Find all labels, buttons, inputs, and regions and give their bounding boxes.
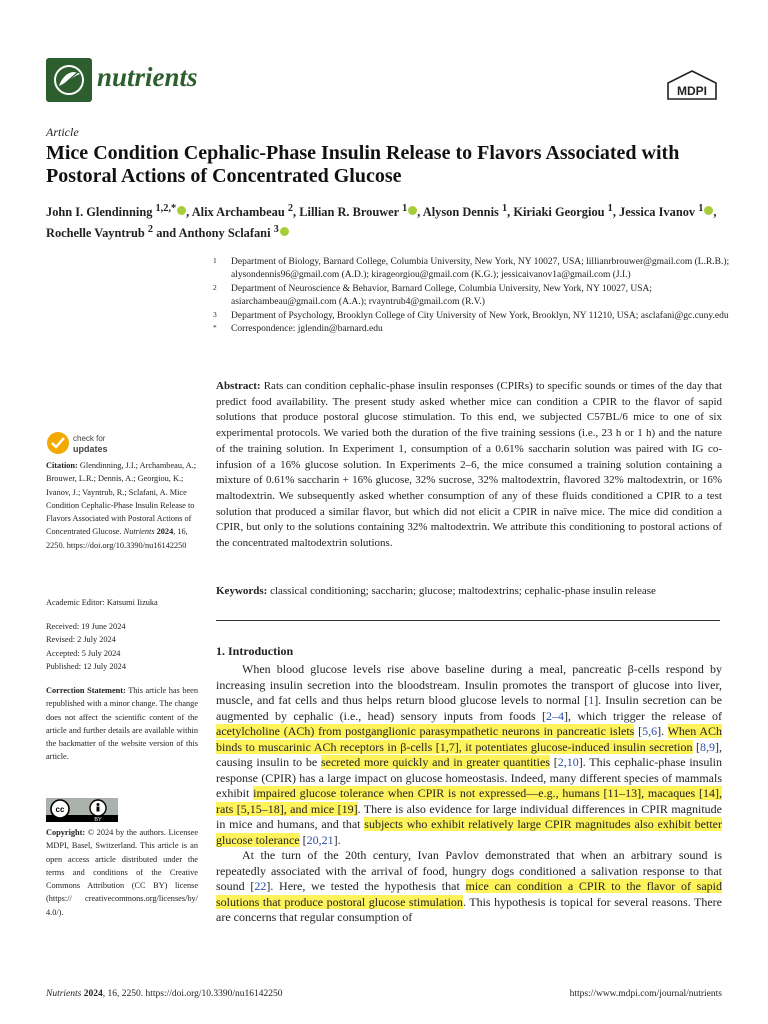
revised-date: Revised: 2 July 2024 (46, 635, 116, 645)
abstract-label: Abstract: (216, 380, 261, 392)
author-affil-sup: 1 (501, 203, 508, 214)
keywords-label: Keywords: (216, 585, 268, 597)
author-name: Rochelle Vayntrub (46, 226, 145, 241)
orcid-icon[interactable] (177, 206, 186, 215)
citation-label: Citation: (46, 461, 78, 470)
highlight: subjects who exhibit relatively large CPIR magnitudes also exhibit better glucose tolerance (216, 817, 722, 847)
highlight: mice can condition a CPIR to the flavor of sapid solutions that produce postoral glucose stimulation (216, 879, 723, 909)
copyright-text: © 2024 by the authors. Licensee MDPI, Basel, Switzerland. This article is an open access article distributed under the terms and conditions of the Creative Commons Attribution (CC BY) license (https:// creativecommons.org/licenses/by/ 4.0/). (46, 828, 199, 917)
copyright-label: Copyright: (46, 828, 86, 837)
author-name: Alyson Dennis (422, 205, 499, 220)
author-affil-sup: 3 (273, 224, 279, 236)
citation-journal: Nutrients (123, 527, 155, 537)
affiliations (213, 256, 733, 336)
article-title: Mice Condition Cephalic-Phase Insulin Release to Flavors Associated with Postoral Actions of Concentrated Glucose (46, 142, 680, 187)
author-name: Jessica Ivanov (619, 205, 696, 220)
citation-year: 2024 (156, 527, 174, 537)
published-date: Published: 12 July 2024 (46, 661, 126, 671)
author-affil-sup: 1 (402, 203, 408, 214)
footer-year: 2024 (83, 989, 103, 999)
footer-journal: Nutrients (46, 989, 82, 999)
ref-link[interactable]: 8,9 (700, 739, 715, 754)
orcid-icon[interactable] (408, 206, 417, 215)
author-affil-sup: 2 (147, 224, 154, 236)
author-affil-sup: 2 (287, 203, 294, 214)
check-for-updates-badge[interactable] (46, 430, 121, 456)
author-affil-sup: 1 (698, 203, 704, 214)
intro-body (216, 662, 722, 926)
author-and: and (156, 226, 177, 241)
correction-statement (46, 684, 198, 764)
correspondence: * Correspondence: jglendin@barnard.edu (213, 323, 383, 335)
accepted-date: Accepted: 5 July 2024 (46, 648, 121, 658)
highlight: When ACh binds to muscarinic ACh receptors in β-cells [1,7], it potentiates glucose-induced insulin secretion (216, 724, 722, 754)
cc-by-license-badge[interactable] (46, 798, 118, 822)
ref-link[interactable]: 1 (588, 693, 595, 707)
author-list: John I. Glendinning $^{1,2,*}$ , Alix Archambeau $^2$, Lillian R. Brouwer $^1$ , Alyson Dennis $^1$, Kiriaki Georgiou $^1$, Jessica Ivanov $^1$ , Rochelle Vayntrub $^2$ and Anthony Sclafani $^3$ (46, 203, 717, 241)
affiliation-item: 3 Department of Psychology, Brooklyn College of City University of New York, Brooklyn, NY 11210, USA; asclafani@gc.cuny.edu (213, 309, 729, 321)
mdpi-logo-icon (666, 70, 718, 100)
footer-citation (46, 989, 283, 999)
ref-link[interactable]: 5,6 (642, 724, 658, 738)
footer-journal-url[interactable]: https://www.mdpi.com/journal/nutrients (569, 989, 722, 999)
section-heading: 1. Introduction (216, 644, 294, 658)
keywords-text: classical conditioning; saccharin; glucose; maltodextrins; cephalic-phase insulin release (270, 585, 656, 597)
correction-label: Correction Statement: (46, 686, 126, 695)
check-line1: check for (73, 434, 106, 443)
citation-block (46, 459, 198, 552)
footer-doi[interactable]: , 16, 2250. https://doi.org/10.3390/nu16142250 (102, 989, 283, 999)
ref-link[interactable]: 20,21 (306, 832, 334, 847)
citation-volume: , 16, 2250. (46, 527, 188, 550)
citation-doi-link[interactable]: https://doi.org/10.3390/nu16142250 (66, 540, 187, 550)
affiliation-item: 2 Department of Neuroscience & Behavior, Barnard College, Columbia University, New York, NY 10027, USA; asiarchambeau@gmail.com (A.A.); rvayntrub4@gmail.com (R.V.) (213, 282, 653, 308)
ref-link[interactable]: 22 (254, 879, 267, 893)
affiliation-item: 1 Department of Biology, Barnard College, Columbia University, New York, NY 10027, USA; lillianrbrouwer@gmail.com (L.R.B.); alysondennis96@gmail.com (A.D.); kirageorgiou@gmail.com (K.G.); jessicaivanov1a@gmail.com (J.I.) (213, 256, 730, 281)
author-affil-sup: 1,2,* (155, 203, 177, 214)
citation-text: Glendinning, J.I.; Archambeau, A.; Brouwer, L.R.; Dennis, A.; Georgiou, K.; Ivanov, J.; Vayntrub, R.; Sclafani, A. Mice Condition Cephalic-Phase Insulin Release to Flavors Associated with Postoral Actions of Concentrated Glucose. (46, 461, 197, 537)
copyright-block (46, 826, 198, 919)
dates-block (46, 620, 198, 673)
author-name: Alix Archambeau (191, 205, 285, 220)
ref-link[interactable]: 2–4 (546, 708, 564, 723)
correction-text: This article has been republished with a minor change. The change does not affect the scientific content of the article and further details are available within the backmatter of the website version of this article. (46, 686, 198, 762)
author-name: Kiriaki Georgiou (513, 205, 605, 220)
section-divider (216, 620, 720, 621)
highlight: acetylcholine (ACh) from postganglionic parasympathetic neurons in pancreatic islets (216, 724, 635, 738)
abstract-text: Rats can condition cephalic-phase insulin responses (CPIRs) to specific sounds or times of the day that predict food availability. The present study asked whether mice can condition a CPIR to the flavor of sapid solutions that produce postoral glucose stimulation. To this end, we subjected C57BL/6 mice to one of six experimental protocols. We varied both the duration of the five training sessions (i.e., 23 h or 1 h) and the nature of the training solution. In Experiment 1, consumption of a 0.61% saccharin solution was paired with IG co-infusion of a 16% glucose solution. In Experiments 2–6, the mice consumed a training solution containing a mixture of 0.61% saccharin + 16% glucose, 32% sucrose, 32% maltodextrin, flavored 32% maltodextrin, or 16% maltodextrin. We subsequently asked whether consumption of any of these fluids conditioned a CPIR to a test solution that produced a similar flavor, but which did not elicit a CPIR in naïve mice. The mice did condition a CPIR, but only to the solutions containing 32% maltodextrin. We attribute this conditioning to postoral actions of the concentrated maltodextrin solutions. (216, 380, 723, 550)
author-name: Lillian R. Brouwer (299, 205, 399, 220)
orcid-icon[interactable] (280, 227, 289, 236)
orcid-icon[interactable] (704, 206, 713, 215)
cc-text: cc (55, 805, 65, 814)
intro-paragraph-2: At the turn of the 20th century, Ivan Pavlov demonstrated that when an arbitrary sound is repeatedly associated with the arrival of food, hungry dogs conditioned a salivation response to that sound [22]. Here, we tested the hypothesis that mice can condition a CPIR to the flavor of sapid solutions that produce postoral glucose stimulation. This hypothesis is topical for several reasons. There are concerns that regular consumption of (216, 848, 723, 924)
highlight: impaired glucose tolerance when CPIR is not expressed—e.g., humans [11–13], macaques [14], rats [5,15–18], and mice [19] (216, 786, 722, 816)
cc-by-text: BY (94, 817, 102, 822)
keywords (216, 584, 722, 599)
check-line2: updates (73, 444, 108, 454)
author-name: Anthony Sclafani (178, 226, 271, 241)
highlight: secreted more quickly and in greater quantities (320, 755, 550, 769)
author-affil-sup: 1 (607, 203, 613, 214)
journal-name: nutrients (97, 62, 198, 92)
publisher-name: MDPI (677, 84, 707, 98)
received-date: Received: 19 June 2024 (46, 622, 126, 631)
academic-editor: Academic Editor: Katsumi Iizuka (46, 598, 158, 607)
journal-logo-icon (46, 58, 92, 102)
article-type: Article (46, 125, 79, 139)
ref-link[interactable]: 2,10 (557, 755, 579, 769)
intro-paragraph-1: When blood glucose levels rise above baseline during a meal, pancreatic β-cells respond by increasing insulin secretion into the bloodstream. Insulin promotes the transport of glucose into liver, muscle, and fat cells and thus helps return blood glucose levels to normal [1]. Insulin secretion can be augmented by cephalic (i.e., head) sensory inputs from foods [2–4], which trigger the release of acetylcholine (ACh) from postganglionic parasympathetic neurons in pancreatic islets [5,6]. When ACh binds to muscarinic ACh receptors in β-cells [1,7], it potentiates glucose-induced insulin secretion [8,9], causing insulin to be secreted more quickly and in greater quantities [2,10]. This cephalic-phase insulin response (CPIR) has a large impact on glucose homeostasis. Indeed, many different species of mammals exhibit impaired glucose tolerance when CPIR is not expressed—e.g., humans [11–13], macaques [14], rats [5,15–18], and mice [19]. There is also evidence for large individual differences in CPIR magnitude in mice and humans, and that subjects who exhibit relatively large CPIR magnitudes also exhibit better glucose tolerance [20,21]. (216, 662, 723, 847)
author-name: John I. Glendinning (46, 205, 153, 220)
abstract (216, 379, 722, 552)
